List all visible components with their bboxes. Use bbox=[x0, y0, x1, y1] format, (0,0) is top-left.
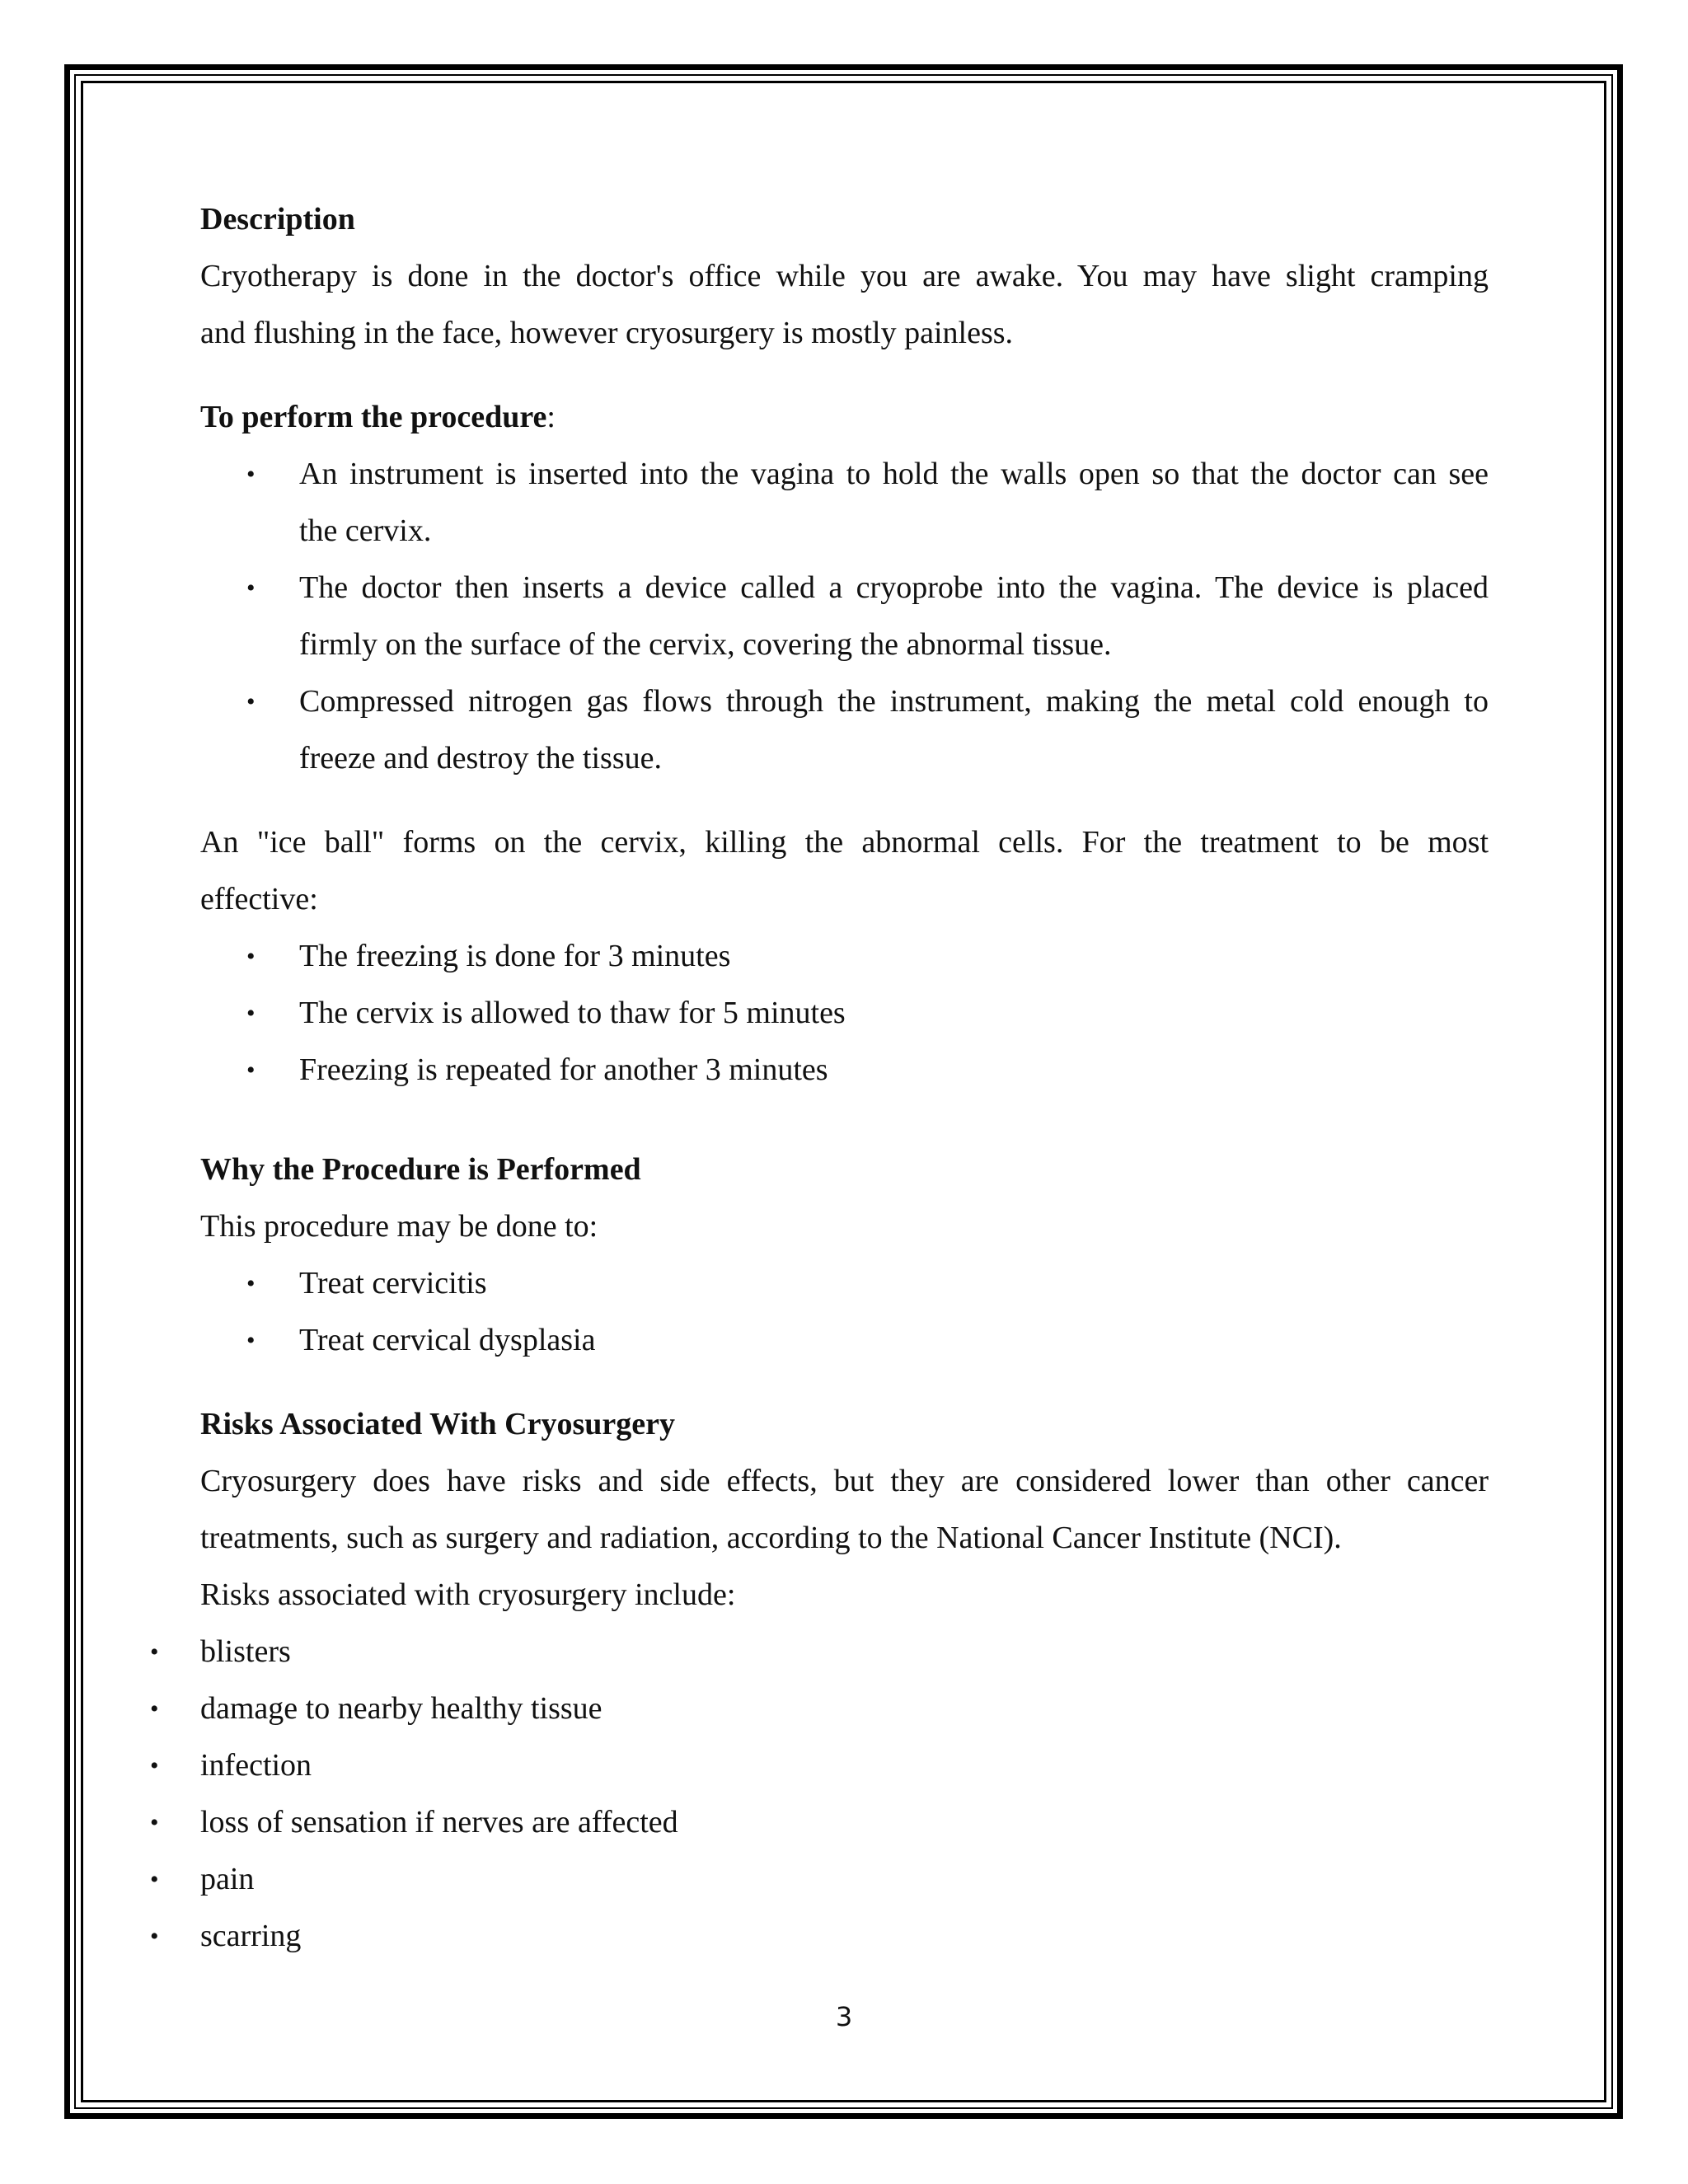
risk-item-text: loss of sensation if nerves are affected bbox=[200, 1805, 678, 1840]
list-item bbox=[200, 1042, 1489, 1099]
page-content bbox=[150, 191, 1489, 1965]
list-item bbox=[150, 1851, 1489, 1908]
bullet-icon: • bbox=[150, 1638, 159, 1666]
procedure-heading bbox=[200, 389, 1489, 446]
why-intro: This procedure may be done to: bbox=[200, 1209, 598, 1244]
description-line-1: Cryotherapy is done in the doctor's office while you are awake. You may have slight cramping bbox=[200, 259, 1489, 293]
list-item bbox=[200, 673, 1489, 787]
bullet-icon: • bbox=[246, 1327, 256, 1354]
bullet-icon: • bbox=[246, 1057, 256, 1084]
list-item bbox=[200, 1255, 1489, 1312]
step-text: Freezing is repeated for another 3 minutes bbox=[299, 1052, 828, 1087]
bullet-icon: • bbox=[246, 1000, 256, 1027]
bullet-icon: • bbox=[150, 1923, 159, 1950]
page-number: 3 bbox=[835, 2001, 853, 2032]
procedure-heading-text: To perform the procedure bbox=[200, 400, 547, 434]
bullet-icon: • bbox=[246, 574, 256, 602]
ice-ball-line-2: effective: bbox=[200, 882, 318, 916]
ice-ball-line-1: An "ice ball" forms on the cervix, killing the abnormal cells. For the treatment to be most bbox=[200, 825, 1489, 860]
bullet-icon: • bbox=[246, 461, 256, 488]
why-item-text: Treat cervicitis bbox=[299, 1266, 487, 1301]
why-bullets bbox=[200, 1255, 1489, 1369]
list-item bbox=[200, 560, 1489, 673]
procedure-bullets bbox=[200, 446, 1489, 787]
risk-item-text: scarring bbox=[200, 1919, 302, 1953]
list-item bbox=[200, 985, 1489, 1042]
why-heading: Why the Procedure is Performed bbox=[200, 1152, 641, 1187]
risk-item-text: damage to nearby healthy tissue bbox=[200, 1691, 603, 1726]
risk-item-text: blisters bbox=[200, 1634, 291, 1669]
bullet-line-2: freeze and destroy the tissue. bbox=[299, 741, 662, 776]
list-item bbox=[200, 1312, 1489, 1369]
risks-bullets bbox=[150, 1624, 1489, 1965]
bullet-line-1: An instrument is inserted into the vagina to hold the walls open so that the doctor can see bbox=[299, 457, 1489, 491]
risk-item-text: infection bbox=[200, 1748, 312, 1783]
procedure-heading-colon: : bbox=[546, 400, 556, 434]
risks-line-1: Cryosurgery does have risks and side effects, but they are considered lower than other cancer bbox=[200, 1464, 1489, 1498]
risks-heading: Risks Associated With Cryosurgery bbox=[200, 1407, 676, 1441]
why-item-text: Treat cervical dysplasia bbox=[299, 1323, 596, 1357]
list-item bbox=[200, 446, 1489, 560]
list-item bbox=[150, 1794, 1489, 1851]
bullet-icon: • bbox=[246, 1270, 256, 1297]
bullet-icon: • bbox=[246, 688, 256, 715]
bullet-icon: • bbox=[150, 1809, 159, 1836]
risks-line-2: treatments, such as surgery and radiation, according to the National Cancer Institute (NCI). bbox=[200, 1521, 1342, 1555]
bullet-icon: • bbox=[150, 1752, 159, 1779]
bullet-line-2: the cervix. bbox=[299, 513, 432, 548]
risk-item-text: pain bbox=[200, 1862, 255, 1896]
step-text: The freezing is done for 3 minutes bbox=[299, 939, 731, 973]
description-line-2: and flushing in the face, however cryosurgery is mostly painless. bbox=[200, 316, 1014, 350]
description-heading: Description bbox=[200, 202, 355, 237]
bullet-line-1: The doctor then inserts a device called a cryoprobe into the vagina. The device is placed bbox=[299, 570, 1489, 605]
bullet-icon: • bbox=[150, 1866, 159, 1893]
list-item bbox=[150, 1680, 1489, 1737]
list-item bbox=[150, 1908, 1489, 1965]
freezing-steps bbox=[200, 928, 1489, 1099]
bullet-icon: • bbox=[150, 1695, 159, 1722]
risks-intro: Risks associated with cryosurgery include: bbox=[200, 1577, 736, 1612]
bullet-icon: • bbox=[246, 943, 256, 970]
bullet-line-2: firmly on the surface of the cervix, covering the abnormal tissue. bbox=[299, 627, 1112, 662]
list-item bbox=[150, 1624, 1489, 1680]
step-text: The cervix is allowed to thaw for 5 minutes bbox=[299, 996, 846, 1030]
bullet-line-1: Compressed nitrogen gas flows through the instrument, making the metal cold enough to bbox=[299, 684, 1489, 719]
list-item bbox=[150, 1737, 1489, 1794]
list-item bbox=[200, 928, 1489, 985]
